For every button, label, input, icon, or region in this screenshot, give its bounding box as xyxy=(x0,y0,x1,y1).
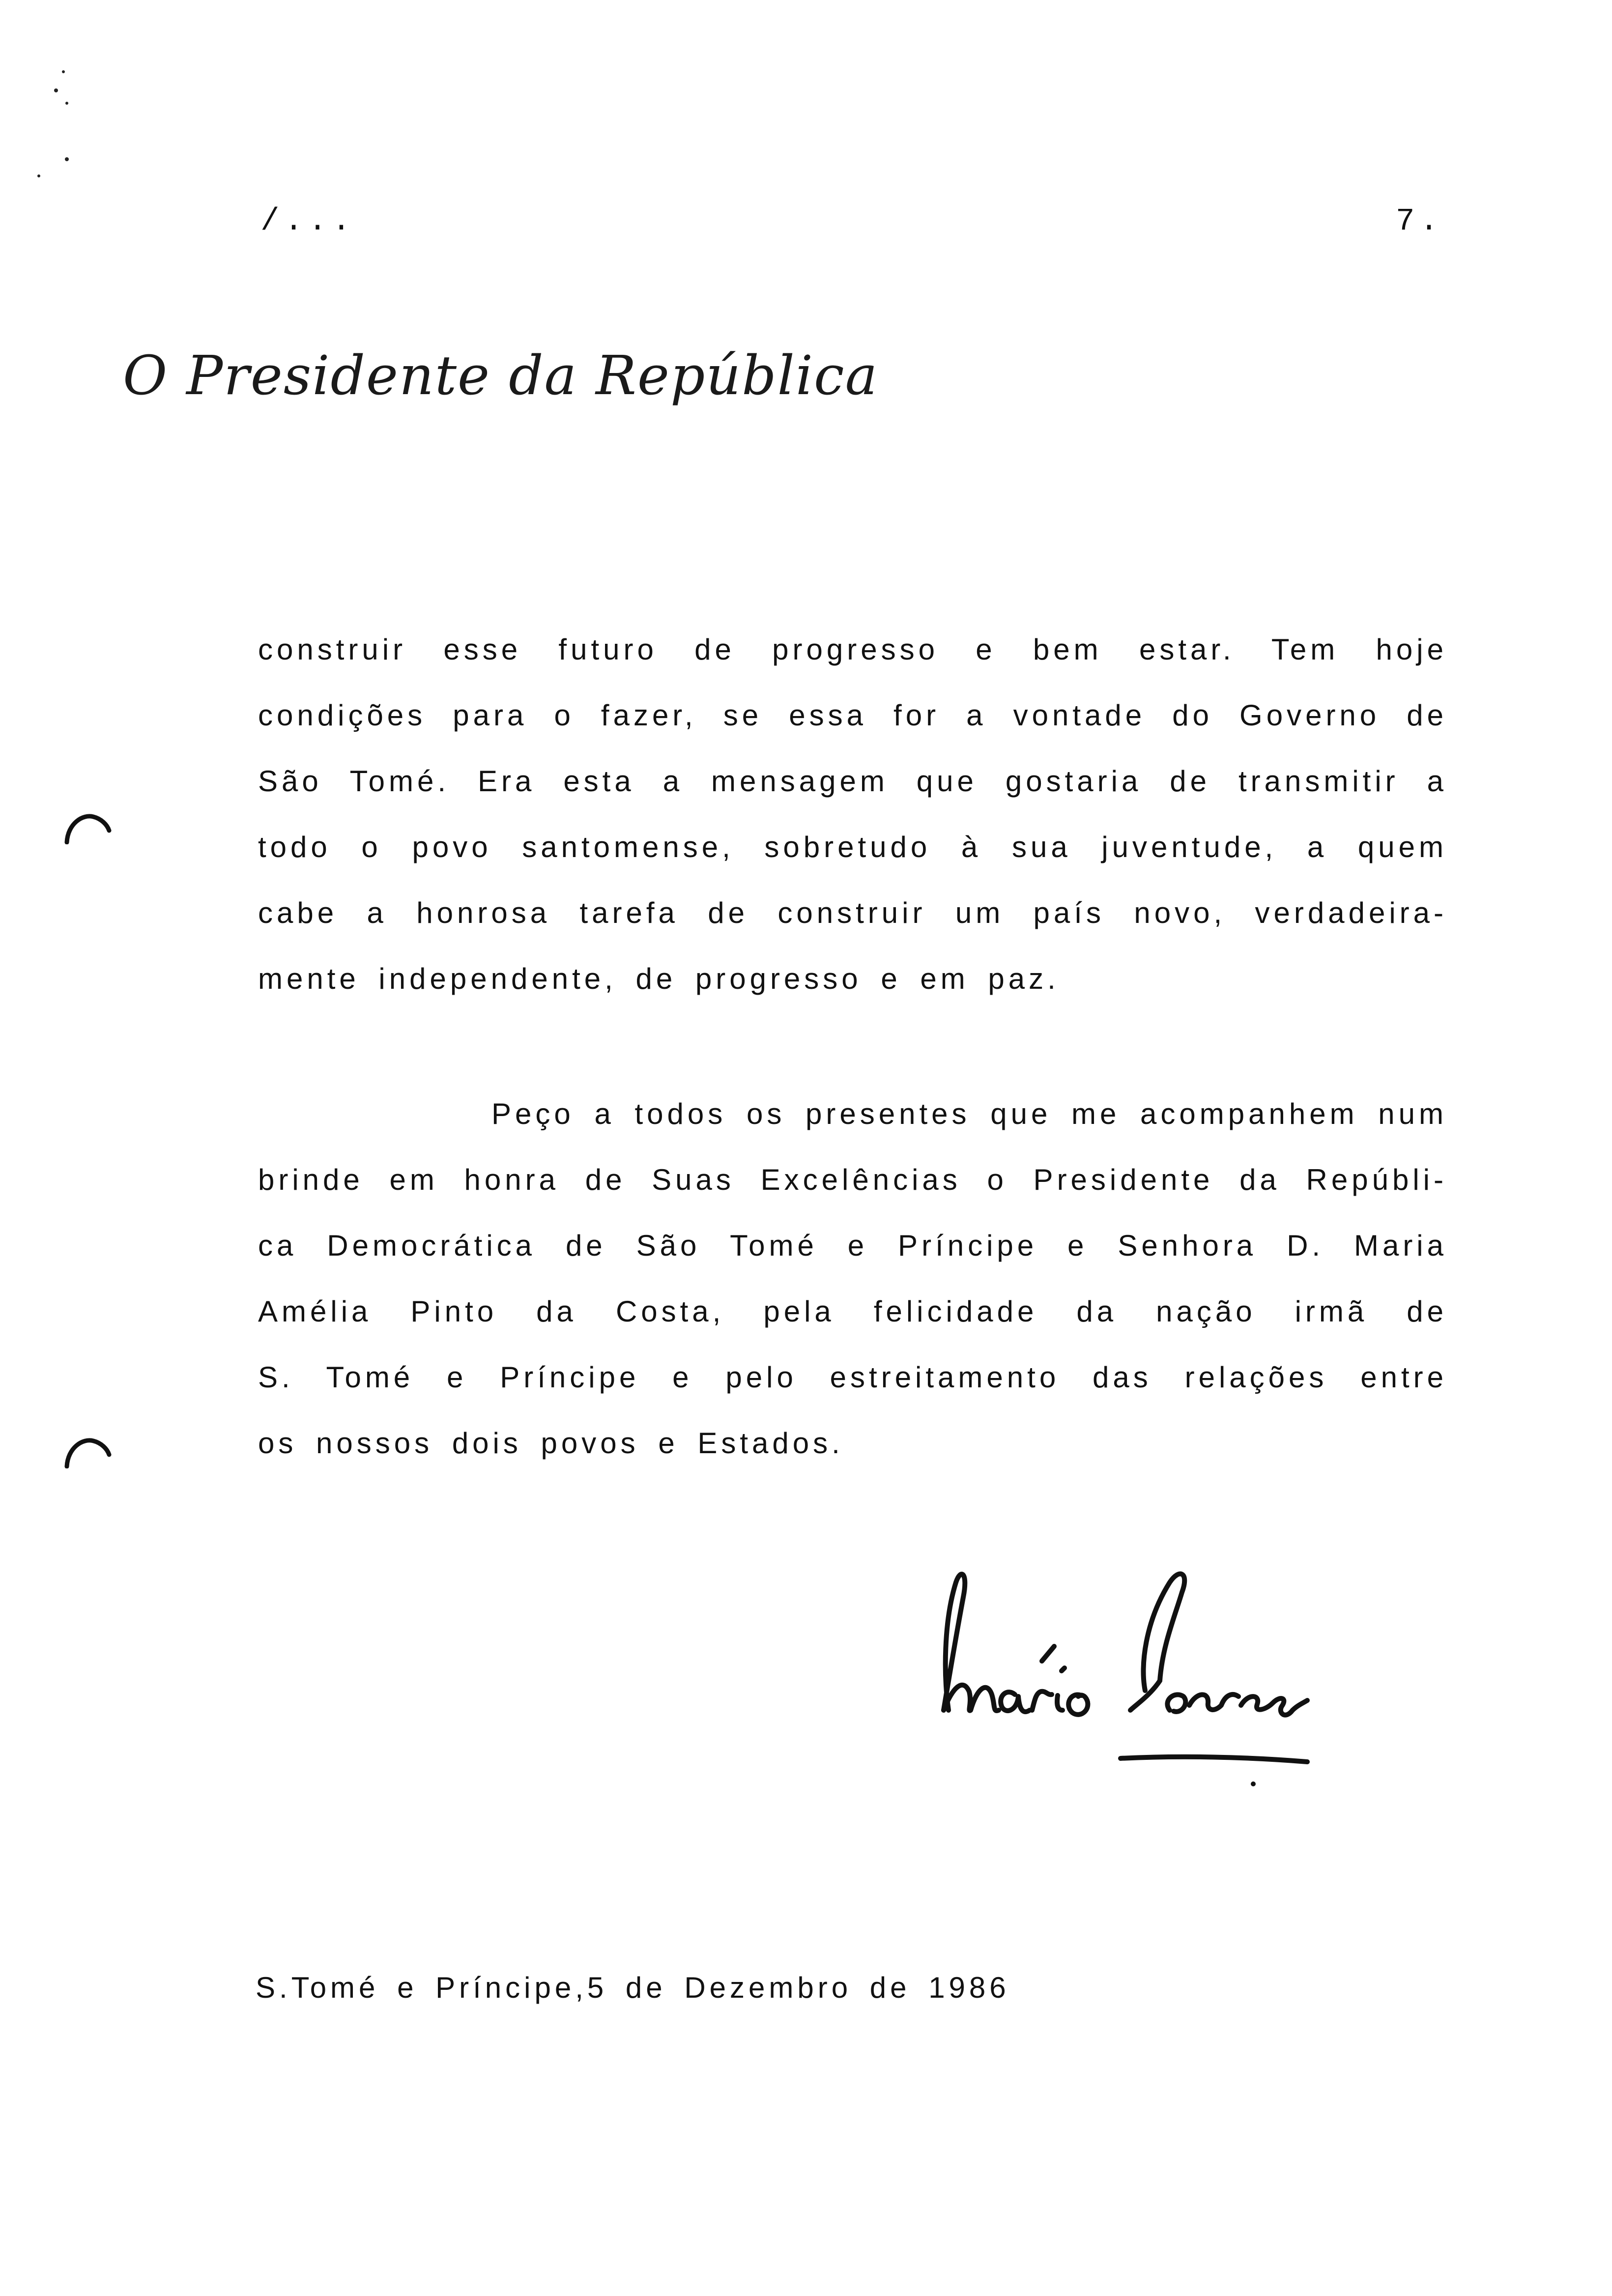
punch-hole-mark xyxy=(63,810,112,844)
scan-speck xyxy=(65,157,69,161)
scan-speck xyxy=(37,174,40,177)
scan-speck xyxy=(62,70,65,73)
text-line: construir esse futuro de progresso e bem estar. Tem hoje xyxy=(258,633,1447,666)
punch-hole-mark xyxy=(63,1434,112,1468)
text-line: todo o povo santomense, sobretudo à sua juventude, a quem xyxy=(258,831,1447,863)
scan-speck xyxy=(54,88,58,92)
text-line: mente independente, de progresso e em paz. xyxy=(258,962,1060,995)
letterhead: O Presidente da República xyxy=(123,344,879,407)
text-line: brinde em honra de Suas Excelências o Presidente da Repúbli- xyxy=(258,1163,1447,1196)
text-line: cabe a honrosa tarefa de construir um país novo, verdadeira- xyxy=(258,896,1447,929)
text-line: Peço a todos os presentes que me acompanhem num xyxy=(491,1097,1447,1130)
text-line: Amélia Pinto da Costa, pela felicidade da nação irmã de xyxy=(258,1295,1447,1328)
text-line: os nossos dois povos e Estados. xyxy=(258,1427,844,1460)
scan-speck xyxy=(65,102,68,105)
handwritten-signature xyxy=(914,1563,1317,1789)
paragraph-2 xyxy=(258,1081,1447,1476)
continuation-mark: /... xyxy=(260,204,356,239)
paragraph-1 xyxy=(258,617,1447,1012)
place-and-date: S.Tomé e Príncipe,5 de Dezembro de 1986 xyxy=(256,1971,1010,2004)
text-line: S. Tomé e Príncipe e pelo estreitamento das relações entre xyxy=(258,1361,1447,1394)
text-line: condições para o fazer, se essa for a vontade do Governo de xyxy=(258,699,1447,732)
text-line: São Tomé. Era esta a mensagem que gostaria de transmitir a xyxy=(258,765,1447,798)
page-number: 7. xyxy=(1396,204,1443,239)
text-line: ca Democrática de São Tomé e Príncipe e Senhora D. Maria xyxy=(258,1229,1447,1262)
